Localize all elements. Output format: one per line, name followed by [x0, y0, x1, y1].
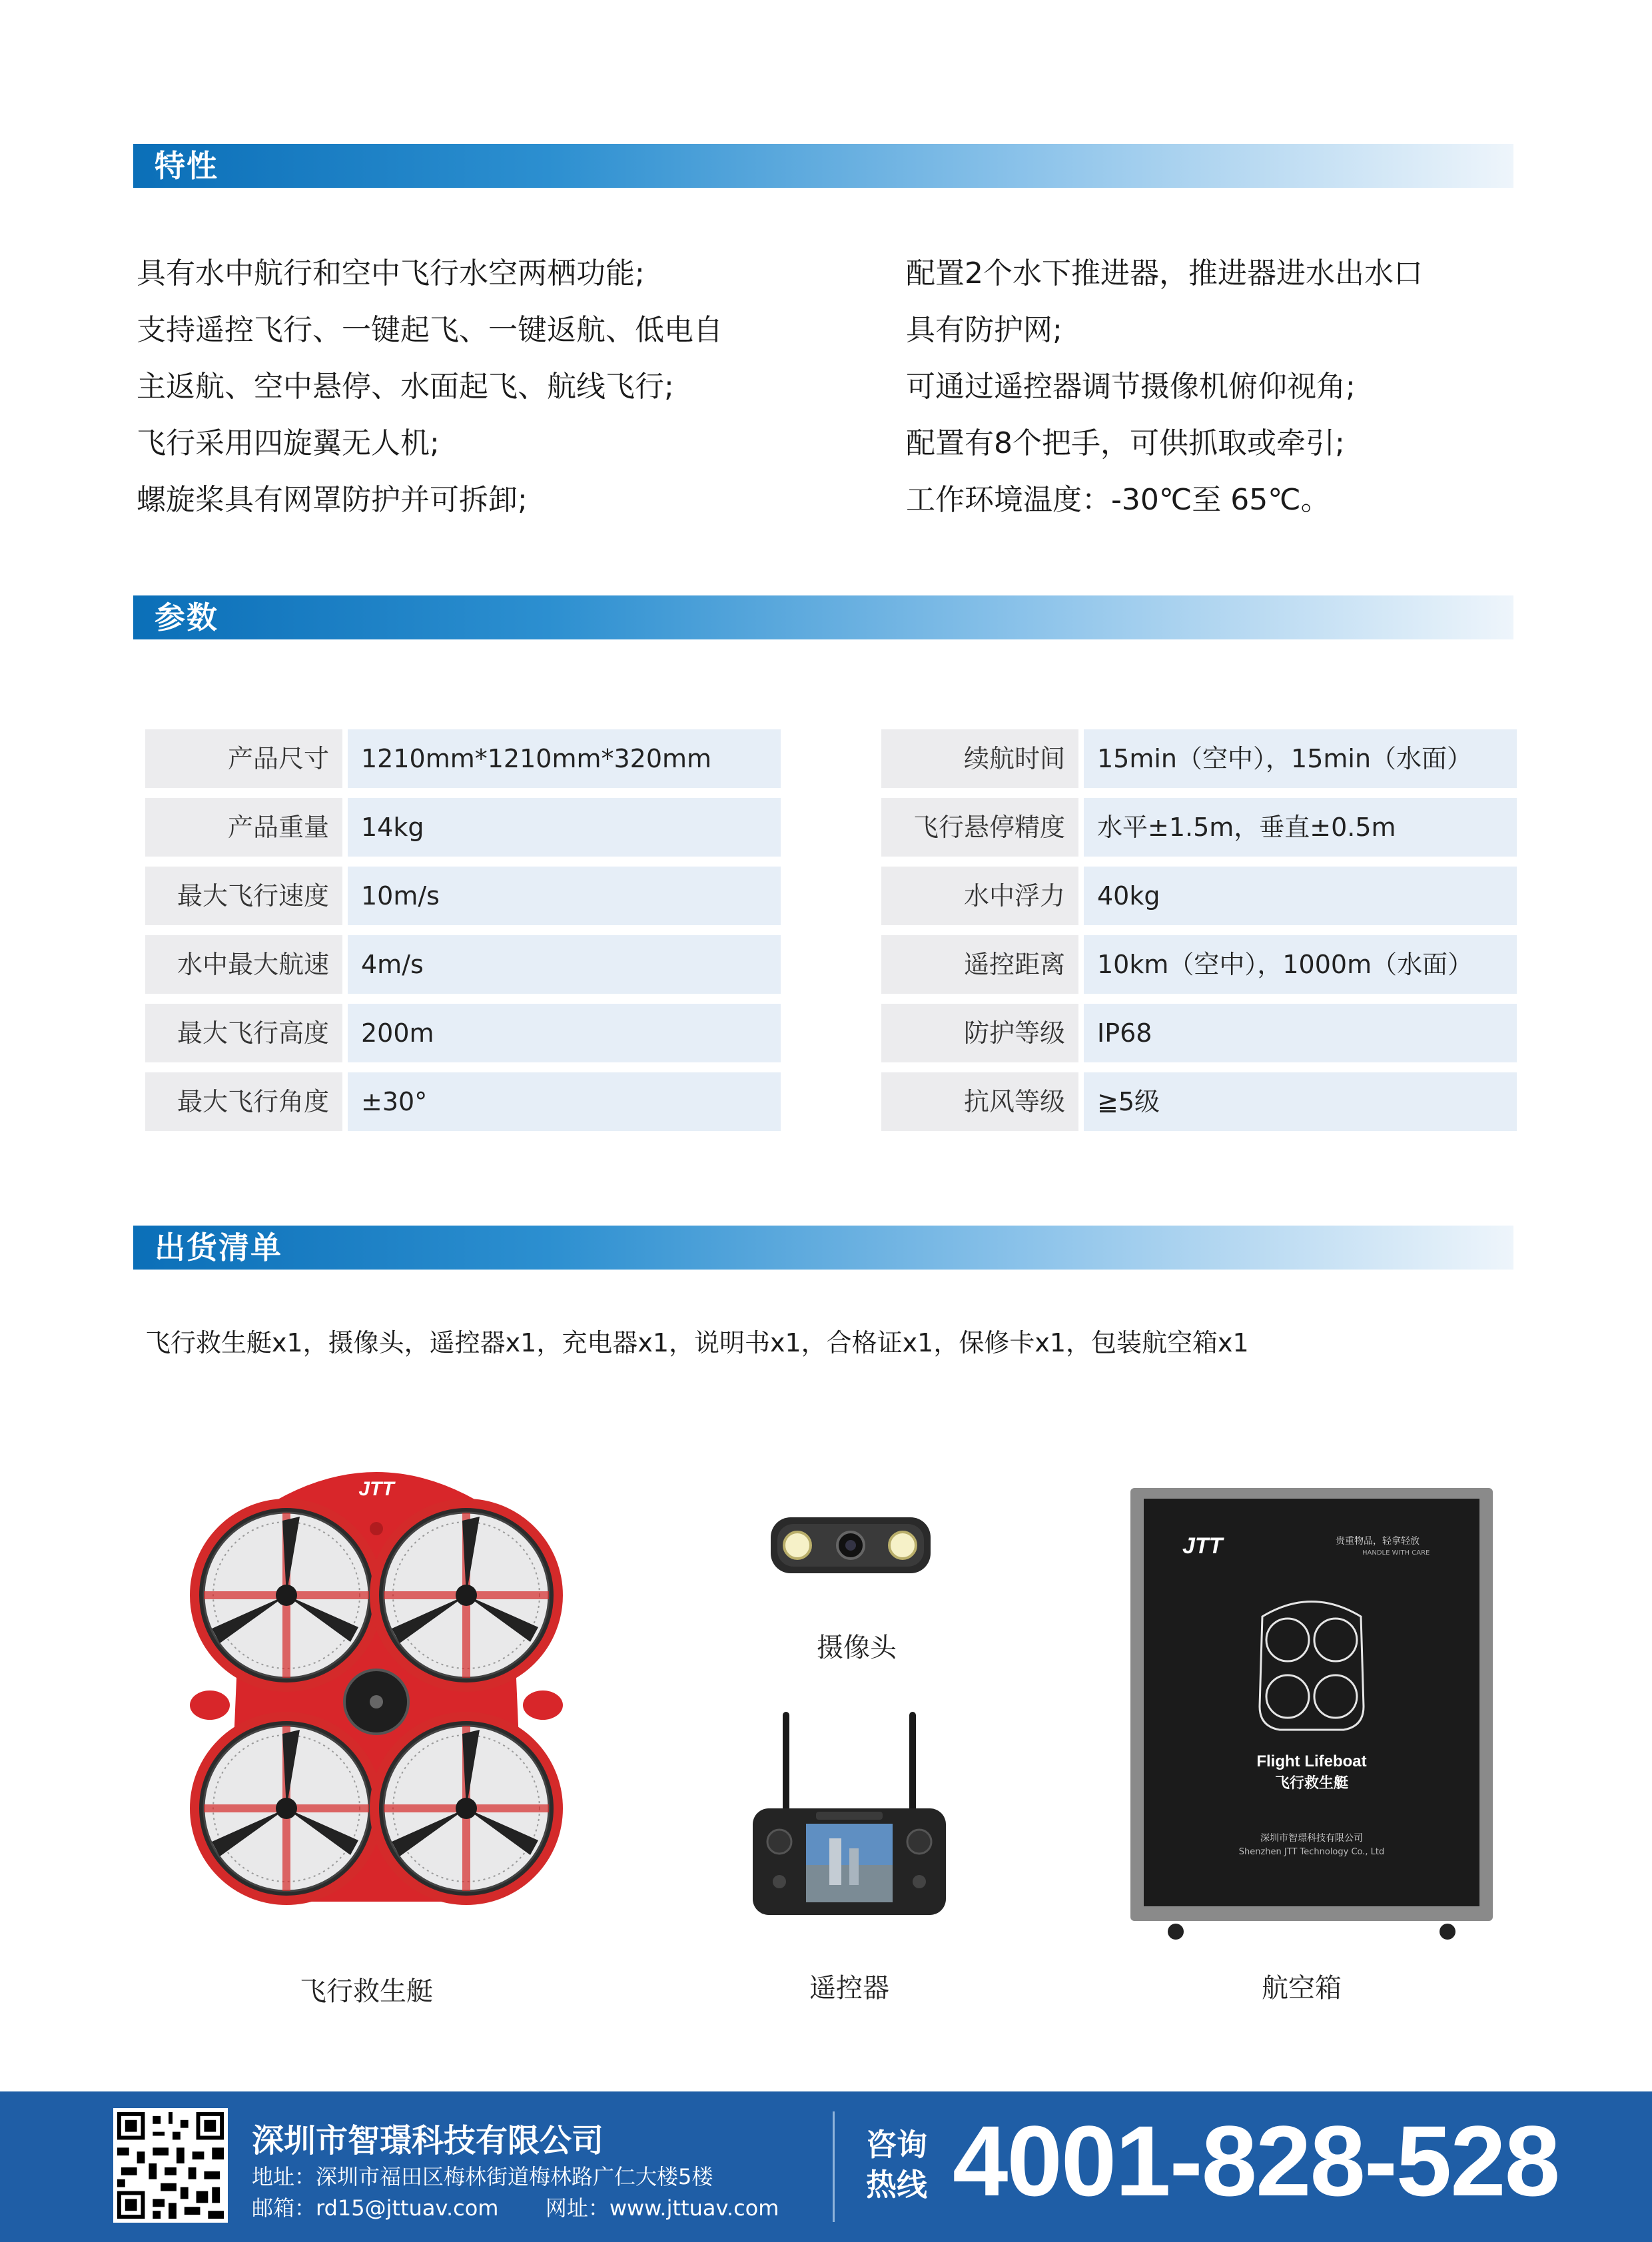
- param-row: [881, 1072, 1517, 1131]
- param-label: 抗风等级: [881, 1072, 1078, 1131]
- param-label: 水中最大航速: [145, 935, 342, 994]
- param-value: IP68: [1084, 1004, 1517, 1062]
- remote-caption: 遥控器: [809, 1973, 889, 2004]
- flight-case-image: [1129, 1487, 1494, 1941]
- feature-line: 具有水中航行和空中飞行水空两栖功能;: [137, 256, 645, 290]
- footer-divider: [833, 2111, 835, 2222]
- shipping-title: 出货清单: [155, 1230, 282, 1266]
- case-company-cn: 深圳市智璟科技有限公司: [1260, 1833, 1363, 1844]
- case-name-en: Flight Lifeboat: [1256, 1752, 1367, 1770]
- case-name-cn: 飞行救生艇: [1274, 1775, 1349, 1792]
- feature-line: 螺旋桨具有网罩防护并可拆卸;: [137, 483, 528, 517]
- footer-email[interactable]: 邮箱：rd15@jttuav.com: [252, 2195, 499, 2221]
- param-label: 水中浮力: [881, 867, 1078, 925]
- param-value: 10m/s: [348, 867, 781, 925]
- feature-line: 配置有8个把手，可供抓取或牵引;: [906, 426, 1345, 460]
- param-value: ≧5级: [1084, 1072, 1517, 1131]
- param-value: 水平±1.5m，垂直±0.5m: [1084, 798, 1517, 857]
- param-label: 续航时间: [881, 729, 1078, 788]
- param-label: 遥控距离: [881, 935, 1078, 994]
- shipping-section-header: [133, 1226, 1513, 1270]
- param-value: 14kg: [348, 798, 781, 857]
- camera-image: [769, 1512, 933, 1579]
- param-label: 防护等级: [881, 1004, 1078, 1062]
- param-value: 10km（空中），1000m（水面）: [1084, 935, 1517, 994]
- feature-line: 可通过遥控器调节摄像机俯仰视角;: [906, 370, 1356, 404]
- param-row: [145, 1004, 781, 1062]
- param-row: [145, 867, 781, 925]
- param-row: [881, 798, 1517, 857]
- shipping-list-text: 飞行救生艇x1，摄像头，遥控器x1，充电器x1，说明书x1，合格证x1，保修卡x1，包装航空箱x1: [145, 1328, 1249, 1357]
- footer-address: 地址：深圳市福田区梅林街道梅林路广仁大楼5楼: [252, 2164, 713, 2189]
- param-label: 飞行悬停精度: [881, 798, 1078, 857]
- camera-caption: 摄像头: [817, 1633, 897, 1663]
- param-value: 15min（空中），15min（水面）: [1084, 729, 1517, 788]
- param-value: 200m: [348, 1004, 781, 1062]
- params-section-header: [133, 595, 1513, 639]
- flight-lifeboat-image: [190, 1462, 563, 1928]
- hotline-label-line: 咨询: [866, 2127, 927, 2163]
- footer: [0, 2091, 1652, 2242]
- case-company-en: Shenzhen JTT Technology Co., Ltd: [1238, 1847, 1385, 1857]
- param-row: [145, 729, 781, 788]
- params-table-left: [145, 729, 781, 1141]
- param-row: [881, 867, 1517, 925]
- param-row: [881, 1004, 1517, 1062]
- param-label: 产品重量: [145, 798, 342, 857]
- qr-code-icon: [113, 2108, 228, 2223]
- feature-line: 飞行采用四旋翼无人机;: [137, 426, 440, 460]
- param-row: [145, 1072, 781, 1131]
- feature-line: 主返航、空中悬停、水面起飞、航线飞行;: [137, 370, 674, 404]
- feature-line: 支持遥控飞行、一键起飞、一键返航、低电自: [137, 313, 723, 347]
- case-logo: JTT: [1182, 1533, 1223, 1559]
- features-title: 特性: [155, 148, 218, 184]
- hotline-phone-number[interactable]: 4001-828-528: [953, 2105, 1559, 2217]
- param-value: 1210mm*1210mm*320mm: [348, 729, 781, 788]
- param-label: 最大飞行角度: [145, 1072, 342, 1131]
- params-table-right: [881, 729, 1517, 1141]
- remote-controller-image: [749, 1705, 949, 1918]
- features-right-column: [906, 245, 1423, 528]
- footer-company-name: 深圳市智璟科技有限公司: [252, 2122, 604, 2159]
- feature-line: 工作环境温度：-30℃至 65℃。: [906, 483, 1330, 517]
- param-label: 最大飞行速度: [145, 867, 342, 925]
- case-handle-cn: 贵重物品，轻拿轻放: [1336, 1536, 1420, 1547]
- feature-line: 配置2个水下推进器，推进器进水出水口: [906, 256, 1423, 290]
- param-row: [145, 935, 781, 994]
- features-left-column: [137, 245, 723, 528]
- feature-line: 具有防护网;: [906, 313, 1062, 347]
- param-value: ±30°: [348, 1072, 781, 1131]
- case-handle-en: HANDLE WITH CARE: [1362, 1549, 1430, 1557]
- hotline-label: [866, 2125, 927, 2205]
- boat-caption: 飞行救生艇: [300, 1976, 433, 2007]
- param-row: [881, 729, 1517, 788]
- params-title: 参数: [155, 599, 218, 635]
- footer-website[interactable]: 网址：www.jttuav.com: [545, 2195, 779, 2221]
- param-value: 4m/s: [348, 935, 781, 994]
- param-row: [145, 798, 781, 857]
- hotline-label-line: 热线: [866, 2167, 927, 2203]
- features-section-header: [133, 144, 1513, 188]
- param-row: [881, 935, 1517, 994]
- param-label: 最大飞行高度: [145, 1004, 342, 1062]
- case-caption: 航空箱: [1262, 1973, 1342, 2004]
- boat-logo: JTT: [358, 1478, 394, 1500]
- param-value: 40kg: [1084, 867, 1517, 925]
- footer-contact: [252, 2191, 779, 2222]
- param-label: 产品尺寸: [145, 729, 342, 788]
